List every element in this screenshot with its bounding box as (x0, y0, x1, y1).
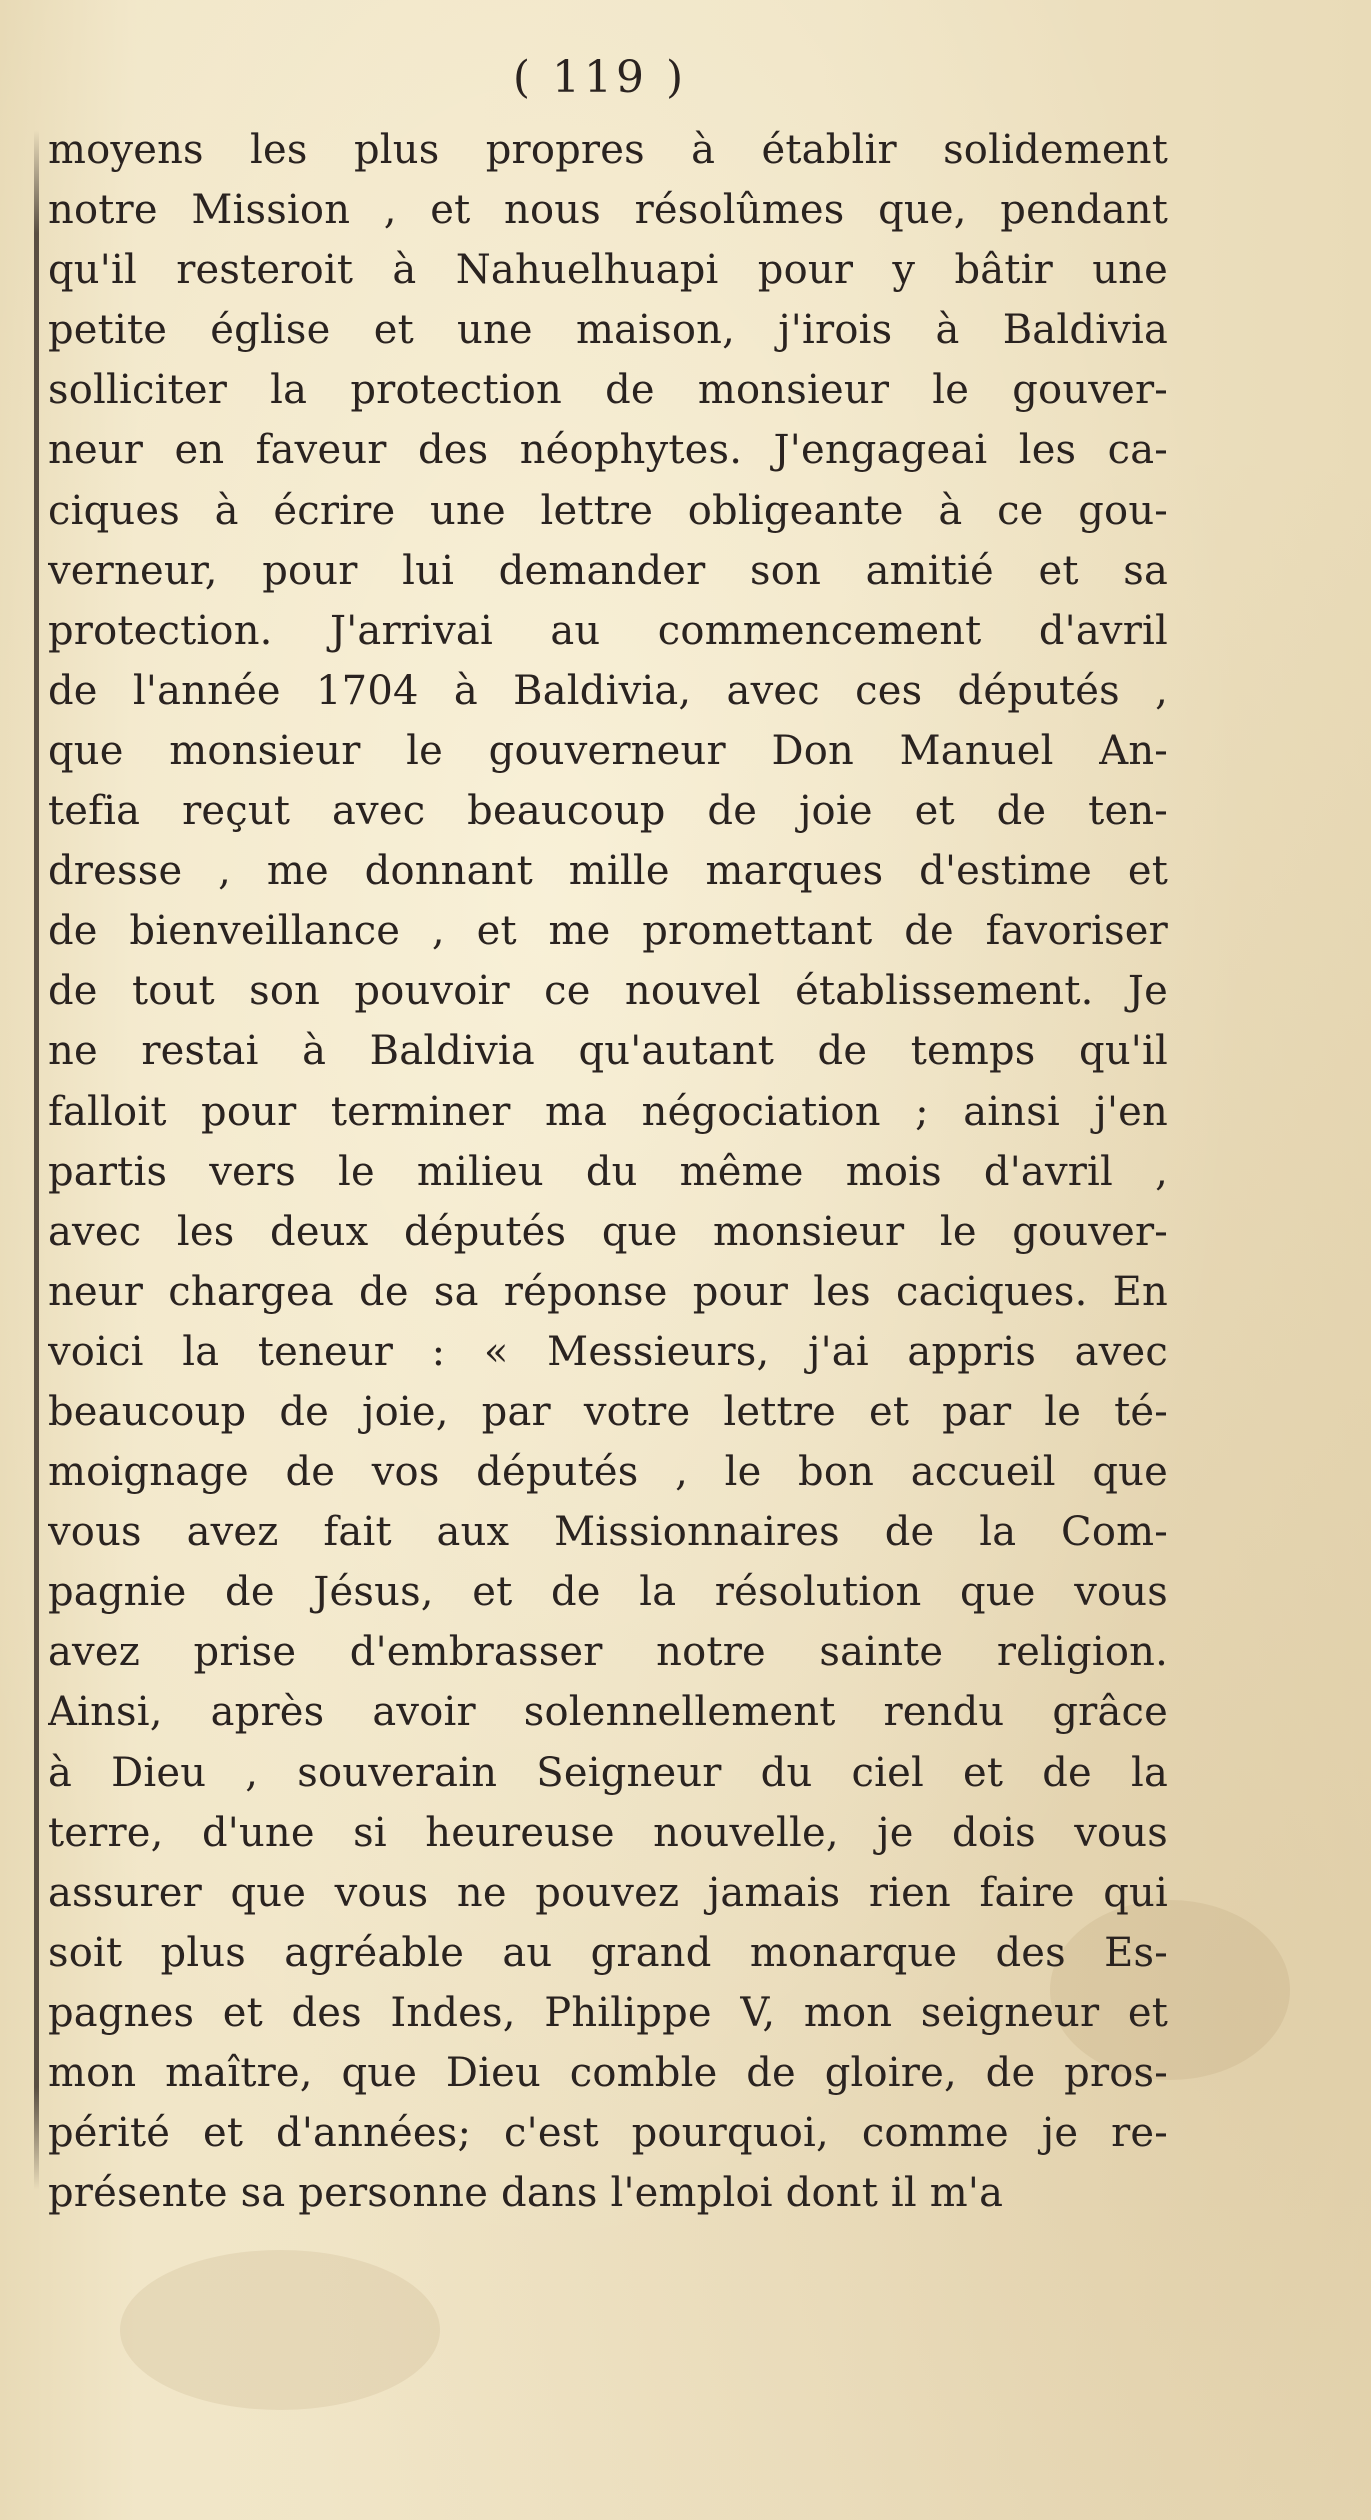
text-line: pagnie de Jésus, et de la résolution que vous (48, 1569, 1168, 1616)
text-line: de bienveillance , et me promettant de favoriser (48, 908, 1168, 955)
text-line: présente sa personne dans l'emploi dont il m'a (48, 2170, 1004, 2217)
text-line: que monsieur le gouverneur Don Manuel An- (48, 727, 1168, 774)
text-line: avec les deux députés que monsieur le gouver- (48, 1208, 1168, 1255)
text-line: dresse , me donnant mille marques d'estime et (48, 848, 1168, 895)
text-line: périté et d'années; c'est pourquoi, comme je re- (48, 2110, 1168, 2157)
text-line: mon maître, que Dieu comble de gloire, de pros- (48, 2050, 1168, 2096)
text-line: assurer que vous ne pouvez jamais rien faire qui (48, 1869, 1168, 1916)
text-line: partis vers le milieu du même mois d'avril , (48, 1148, 1168, 1195)
text-line: petite église et une maison, j'irois à Baldivia (48, 307, 1168, 354)
text-line: moignage de vos députés , le bon accueil que (48, 1449, 1168, 1496)
text-line: protection. J'arrivai au commencement d'avril (48, 607, 1168, 654)
text-line: qu'il resteroit à Nahuelhuapi pour y bâtir une (48, 247, 1168, 294)
body-text (48, 120, 1168, 2223)
text-line: voici la teneur : « Messieurs, j'ai appris avec (48, 1328, 1168, 1375)
text-line: à Dieu , souverain Seigneur du ciel et de la (48, 1749, 1168, 1796)
paper-stain (120, 2250, 440, 2410)
text-line: neur en faveur des néophytes. J'engageai les ca- (48, 427, 1168, 474)
text-line: avez prise d'embrasser notre sainte religion. (48, 1629, 1168, 1676)
text-line: solliciter la protection de monsieur le gouver- (48, 367, 1168, 414)
text-line: ne restai à Baldivia qu'autant de temps qu'il (48, 1028, 1168, 1075)
binding-edge (34, 130, 39, 2190)
text-line: notre Mission , et nous résolûmes que, pendant (48, 187, 1168, 234)
text-line: terre, d'une si heureuse nouvelle, je dois vous (48, 1809, 1168, 1856)
text-line: de l'année 1704 à Baldivia, avec ces députés , (48, 667, 1168, 714)
text-line: verneur, pour lui demander son amitié et sa (48, 547, 1168, 594)
text-line: beaucoup de joie, par votre lettre et par le té- (48, 1388, 1168, 1435)
text-line: falloit pour terminer ma négociation ; ainsi j'en (48, 1088, 1168, 1135)
text-line: Ainsi, après avoir solennellement rendu grâce (48, 1689, 1168, 1736)
text-line: ciques à écrire une lettre obligeante à ce gou- (48, 487, 1168, 534)
text-line: neur chargea de sa réponse pour les caciques. En (48, 1268, 1168, 1315)
text-line: soit plus agréable au grand monarque des Es- (48, 1929, 1168, 1976)
text-line: pagnes et des Indes, Philippe V, mon seigneur et (48, 1989, 1168, 2036)
text-line: de tout son pouvoir ce nouvel établissement. Je (48, 968, 1168, 1015)
page-number: ( 119 ) (512, 52, 688, 103)
text-line: tefia reçut avec beaucoup de joie et de ten- (48, 788, 1168, 835)
text-line: moyens les plus propres à établir solidement (48, 127, 1168, 173)
text-line: vous avez fait aux Missionnaires de la Com- (48, 1509, 1168, 1556)
